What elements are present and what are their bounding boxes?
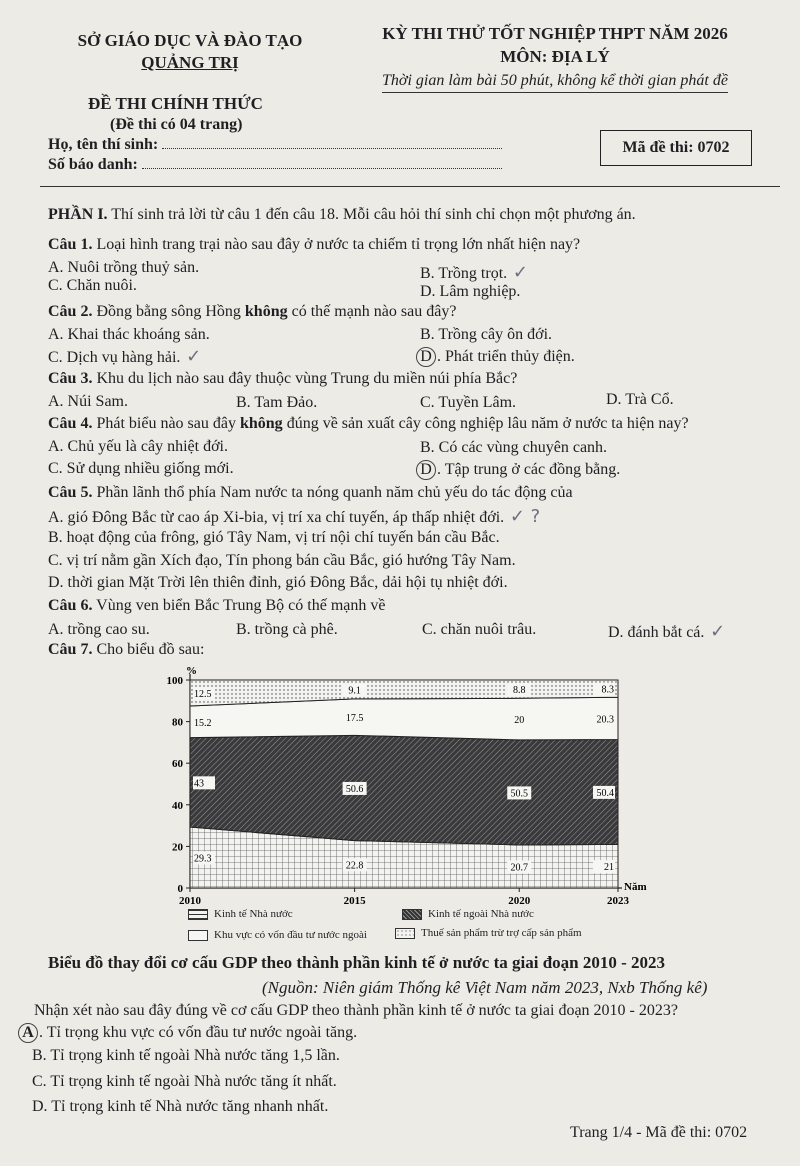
q4-option-d-label: . Tập trung ở các đồng bằng. [437,461,621,478]
province-name: QUẢNG TRỊ [141,53,239,72]
data-label: 9.1 [348,685,361,697]
circled-letter-a: A [18,1023,38,1043]
x-axis-label: Năm [624,881,647,893]
q7-option-a-label: . Tỉ trọng khu vực có vốn đầu tư nước ngoài tăng. [39,1024,358,1041]
data-label: 43 [194,778,204,790]
y-axis-unit: % [186,665,197,677]
q2-option-c-label: C. Dịch vụ hàng hải. [48,349,181,366]
legend-item-fdi [188,929,367,941]
data-label: 17.5 [345,713,364,725]
legend-label: Kinh tế ngoài Nhà nước [428,908,534,920]
exam-code-box: Mã đề thi: 0702 [600,130,752,166]
y-tick-label: 80 [172,716,183,729]
subject: MÔN: ĐỊA LÝ [500,47,610,66]
q1-option-d[interactable]: D. Lâm nghiệp. [420,283,521,300]
q4-stem [48,415,689,433]
legend-label: Thuế sản phẩm trừ trợ cấp sản phẩm [421,927,582,939]
q7-text: Cho biểu đồ sau: [96,641,205,658]
q6-option-b[interactable]: B. trồng cà phê. [236,621,338,638]
q6-text: Vùng ven biển Bắc Trung Bộ có thế mạnh về [96,597,386,614]
q7-option-b[interactable]: B. Tỉ trọng kinh tế ngoài Nhà nước tăng 1,5 lần. [32,1047,340,1064]
q1-option-c[interactable]: C. Chăn nuôi. [48,277,137,294]
data-label: 29.3 [194,853,212,865]
data-label: 50.5 [510,788,528,800]
circled-letter-d: D [416,460,436,480]
q3-option-c[interactable]: C. Tuyền Lâm. [420,394,517,411]
q4-option-b[interactable]: B. Có các vùng chuyên canh. [420,439,608,456]
q4-option-d[interactable] [418,460,620,480]
legend-item-non-state [402,908,534,920]
q4-option-c[interactable]: C. Sử dụng nhiều giống mới. [48,460,234,477]
q2-option-b[interactable]: B. Trồng cây ôn đới. [420,326,553,343]
data-label: 20.3 [596,714,614,726]
part1-text: Thí sinh trả lời từ câu 1 đến câu 18. Mỗi câu hỏi thí sinh chỉ chọn một phương án. [111,206,636,223]
q2-option-d-label: . Phát triển thủy điện. [437,348,575,365]
check-mark-icon: ✓ ? [504,506,541,527]
q3-option-b[interactable]: B. Tam Đảo. [236,394,318,411]
q6-number: Câu 6. [48,597,93,614]
q4-number: Câu 4. [48,415,93,432]
data-label: 50.6 [345,783,364,795]
y-tick-label: 100 [166,675,183,687]
candidate-name-field[interactable] [162,136,502,149]
q1-text: Loại hình trang trại nào sau đây ở nước ta chiếm tỉ trọng lớn nhất hiện nay? [96,236,581,253]
department-name: SỞ GIÁO DỤC VÀ ĐÀO TẠO [77,31,303,50]
q2-number: Câu 2. [48,303,93,320]
legend-swatch-dots [395,928,415,939]
q5-option-d[interactable]: D. thời gian Mặt Trời lên thiên đỉnh, gió Đông Bắc, dải hội tụ nhiệt đới. [48,574,508,591]
q7-option-d[interactable]: D. Tỉ trọng kinh tế Nhà nước tăng nhanh nhất. [32,1098,329,1115]
q6-option-a[interactable]: A. trồng cao su. [48,621,150,638]
q4-text-emphasis: không [239,415,283,432]
q4-text-post: đúng về sản xuất cây công nghiệp lâu năm ở nước ta hiện nay? [282,415,689,432]
department-block [40,30,340,74]
q4-text-pre: Phát biểu nào sau đây [96,415,240,432]
q3-option-a[interactable]: A. Núi Sam. [48,393,128,410]
q6-option-d[interactable] [608,621,725,642]
candidate-name-row [48,136,502,154]
check-mark-icon: ✓ [180,346,202,367]
page-footer: Trang 1/4 - Mã đề thi: 0702 [570,1124,748,1141]
q2-option-a[interactable]: A. Khai thác khoáng sản. [48,326,210,343]
x-tick-label: 2023 [607,895,629,907]
q7-stem [48,641,204,659]
header-divider [40,186,780,187]
q1-option-b[interactable] [420,262,528,283]
q7-prompt: Nhận xét nào sau đây đúng về cơ cấu GDP theo thành phần kinh tế ở nước ta giai đoạn 2010 - 2023? [34,1002,678,1019]
q3-text: Khu du lịch nào sau đây thuộc vùng Trung du miền núi phía Bắc? [96,370,518,387]
q5-option-a[interactable] [48,506,540,527]
official-exam-label: ĐỀ THI CHÍNH THỨC [88,94,263,113]
q7-option-a[interactable] [20,1023,357,1043]
q2-option-d[interactable] [418,347,575,367]
check-mark-icon: ✓ [704,621,726,642]
part1-heading: PHẦN I. [48,206,108,223]
legend-label: Khu vực có vốn đầu tư nước ngoài [214,929,367,941]
q5-option-c[interactable]: C. vị trí nằm gần Xích đạo, Tín phong bán cầu Bắc, gió hướng Tây Nam. [48,552,516,569]
data-label: 20 [514,715,525,727]
q1-number: Câu 1. [48,236,93,253]
x-tick-label: 2015 [343,895,366,907]
area-series-1 [190,735,618,845]
q6-option-c[interactable]: C. chăn nuôi trâu. [422,621,537,638]
q3-option-d[interactable]: D. Trà Cổ. [606,391,674,408]
chart-caption: Biểu đồ thay đổi cơ cấu GDP theo thành phần kinh tế ở nước ta giai đoạn 2010 - 2023 [48,953,666,972]
q2-text-emphasis: không [244,303,288,320]
q5-text: Phần lãnh thổ phía Nam nước ta nóng quanh năm chủ yếu do tác động của [96,484,573,501]
q5-number: Câu 5. [48,484,93,501]
legend-swatch-blank [188,930,208,941]
x-tick-label: 2010 [179,895,201,907]
y-tick-label: 20 [172,841,183,854]
q5-stem [48,484,573,502]
data-label: 12.5 [194,689,212,700]
q2-text-pre: Đồng bằng sông Hồng [96,303,245,320]
q2-stem [48,303,456,321]
q1-stem [48,236,580,254]
check-mark-icon: ✓ [507,262,528,283]
q6-option-d-label: D. đánh bắt cá. [608,624,705,641]
legend-swatch-hatch [402,909,422,920]
q5-option-b[interactable]: B. hoạt động của frông, gió Tây Nam, vị trí nội chí tuyến bán cầu Bắc. [48,529,500,546]
pages-note: (Đề thi có 04 trang) [110,116,243,133]
exam-title-block [345,22,765,93]
data-label: 8.3 [601,684,614,696]
exam-title: KỲ THI THỬ TỐT NGHIỆP THPT NĂM 2026 [382,24,728,43]
candidate-id-label: Số báo danh: [48,156,138,173]
part1-instruction [48,206,636,224]
legend-label: Kinh tế Nhà nước [214,908,293,920]
q2-text-post: có thế mạnh nào sau đây? [287,303,457,320]
data-label: 22.8 [345,860,364,872]
q3-stem [48,370,517,388]
legend-item-state [188,908,293,920]
data-label: 50.4 [596,787,614,799]
y-tick-label: 60 [172,758,183,771]
q6-stem [48,597,385,615]
q3-number: Câu 3. [48,370,93,387]
q5-option-a-label: A. gió Đông Bắc từ cao áp Xi-bia, vị trí xa chí tuyến, áp thấp nhiệt đới. [48,509,505,526]
q7-number: Câu 7. [48,641,93,658]
legend-item-tax [395,927,582,939]
exam-duration: Thời gian làm bài 50 phút, không kể thời gian phát đề [382,69,728,93]
legend-swatch-grid [188,909,208,920]
y-tick-label: 0 [177,883,183,895]
data-label: 20.7 [510,862,528,874]
chart-areas [190,680,618,888]
chart-source: (Nguồn: Niên giám Thống kê Việt Nam năm 2023, Nxb Thống kê) [262,978,708,997]
q1-option-b-label: B. Trồng trọt. [420,265,508,282]
candidate-id-row [48,156,502,174]
candidate-id-field[interactable] [142,156,502,169]
gdp-structure-chart [150,664,650,914]
q7-option-c[interactable]: C. Tỉ trọng kinh tế ngoài Nhà nước tăng ít nhất. [32,1073,337,1090]
x-tick-label: 2020 [508,895,531,907]
data-label: 8.8 [512,685,526,697]
y-tick-label: 40 [172,799,183,812]
q4-option-a[interactable]: A. Chủ yếu là cây nhiệt đới. [48,438,228,455]
circled-letter-d: D [416,347,436,367]
q2-option-c[interactable] [48,346,201,367]
data-label: 21 [604,862,614,874]
candidate-name-label: Họ, tên thí sinh: [48,136,159,153]
data-label: 15.2 [194,717,212,729]
q1-option-a[interactable]: A. Nuôi trồng thuỷ sản. [48,259,200,276]
